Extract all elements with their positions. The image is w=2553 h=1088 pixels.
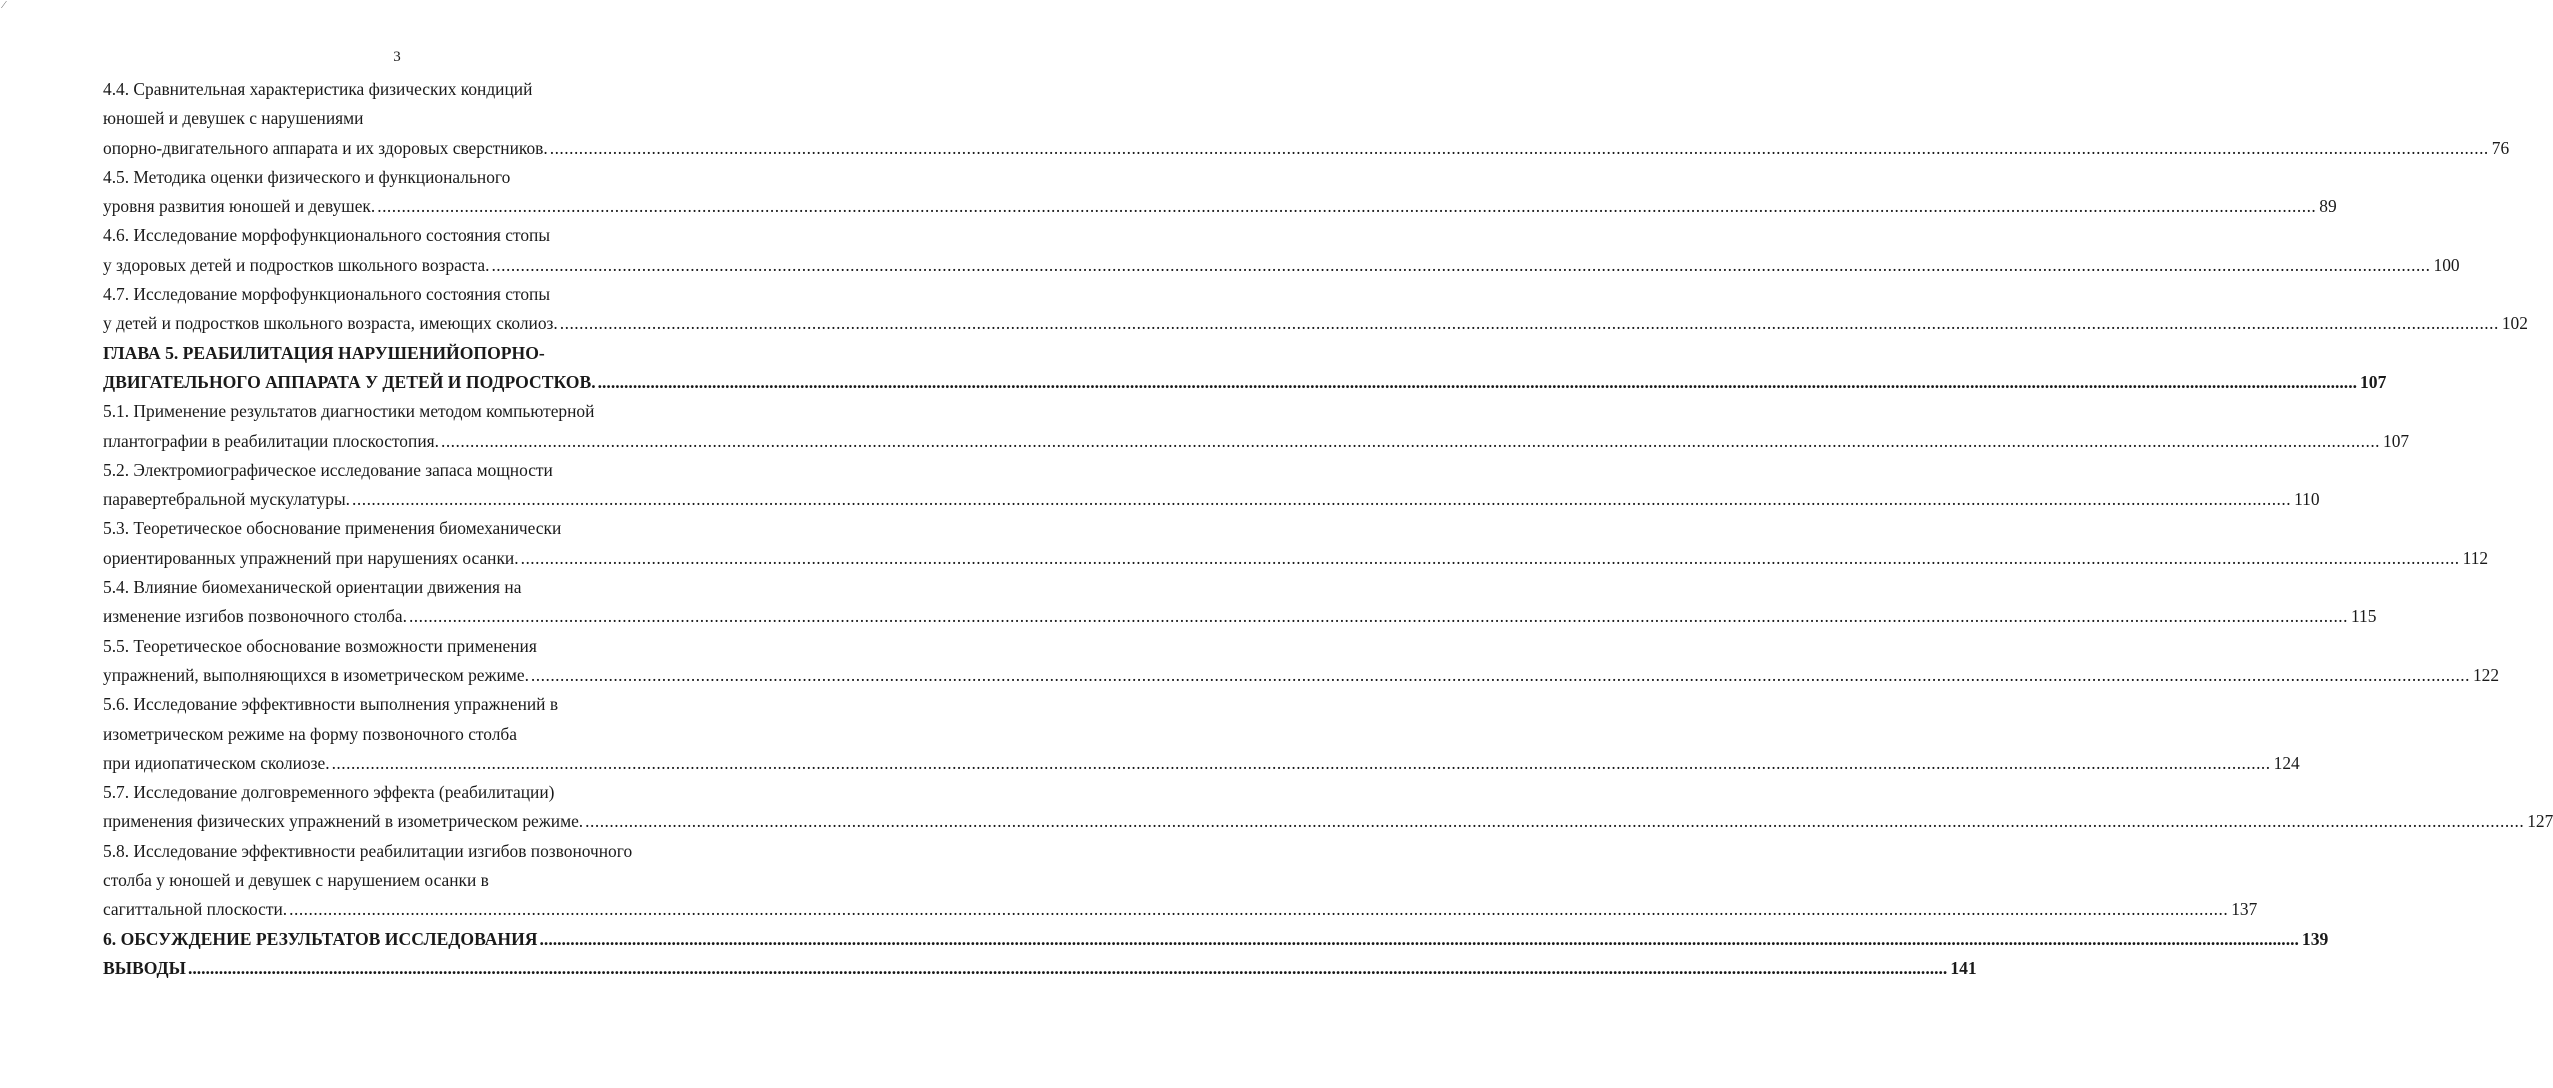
- toc-line: [103, 341, 729, 370]
- toc-entry-text: ДВИГАТЕЛЬНОГО АППАРАТА У ДЕТЕЙ И ПОДРОСТКОВ.: [103, 371, 596, 392]
- toc-page-number: 137: [2231, 899, 2258, 920]
- toc-page-number: 139: [2301, 928, 2329, 949]
- toc-line: [103, 634, 729, 663]
- toc-line: [103, 809, 2553, 838]
- toc-line: [103, 780, 729, 809]
- toc-page-number: 110: [2294, 489, 2320, 510]
- toc-line: [103, 897, 2258, 926]
- toc-entry-text: применения физических упражнений в изометрическом режиме.: [103, 811, 584, 832]
- toc-line: [103, 429, 2410, 458]
- toc-entry-text: ВЫВОДЫ: [103, 957, 186, 978]
- dot-leader: ................................................................................................................................................................................................................................................................................................................................................................................................................: [491, 254, 2431, 275]
- toc-line: [103, 282, 729, 311]
- toc-line: [103, 458, 729, 487]
- toc-entry-text: 5.2. Электромиографическое исследование запаса мощности: [103, 459, 553, 480]
- dot-leader: ................................................................................................................................................................................................................................................................................................................................................................................................................: [440, 430, 2381, 451]
- toc-line: [103, 868, 729, 897]
- dot-leader: ................................................................................................................................................................................................................................................................................................................................................................................................................: [331, 752, 2271, 773]
- scan-corner-mark: ⁄: [3, 0, 5, 11]
- toc-page-number: 89: [2319, 196, 2337, 217]
- toc-entry-text: изометрическом режиме на форму позвоночного столба: [103, 723, 518, 744]
- toc-entry-text: столба у юношей и девушек с нарушением осанки в: [103, 870, 489, 891]
- toc-entry-text: 5.5. Теоретическое обоснование возможности применения: [103, 635, 537, 656]
- toc-entry-text: ориентированных упражнений при нарушениях осанки.: [103, 547, 519, 568]
- toc-line: [103, 839, 729, 868]
- toc-entry-text: упражнений, выполняющихся в изометрическом режиме.: [103, 664, 529, 685]
- dot-leader: ................................................................................................................................................................................................................................................................................................................................................................................................................: [539, 928, 2299, 949]
- dot-leader: ................................................................................................................................................................................................................................................................................................................................................................................................................: [585, 811, 2525, 832]
- toc-entry-text: плантографии в реабилитации плоскостопия.: [103, 430, 439, 451]
- toc-page-number: 124: [2273, 752, 2300, 773]
- toc-page-number: 112: [2462, 547, 2489, 568]
- toc-line: [103, 663, 2500, 692]
- toc-page-number: 107: [2383, 430, 2410, 451]
- toc-line: [103, 165, 729, 194]
- table-of-contents: [103, 77, 2553, 985]
- toc-entry-text: 4.7. Исследование морфофункционального состояния стопы: [103, 284, 551, 305]
- toc-line: [103, 722, 729, 751]
- toc-entry-text: у детей и подростков школьного возраста, имеющих сколиоз.: [103, 313, 558, 334]
- toc-line: [103, 516, 729, 545]
- dot-leader: ................................................................................................................................................................................................................................................................................................................................................................................................................: [597, 371, 2357, 392]
- dot-leader: ................................................................................................................................................................................................................................................................................................................................................................................................................: [559, 313, 2499, 334]
- toc-entry-text: изменение изгибов позвоночного столба.: [103, 606, 407, 627]
- toc-entry-text: 5.4. Влияние биомеханической ориентации движения на: [103, 577, 522, 598]
- toc-line: [103, 311, 2528, 340]
- dot-leader: ................................................................................................................................................................................................................................................................................................................................................................................................................: [352, 489, 2292, 510]
- toc-line: [103, 575, 729, 604]
- toc-page-number: 115: [2351, 606, 2377, 627]
- toc-line: [103, 546, 2489, 575]
- dot-leader: ................................................................................................................................................................................................................................................................................................................................................................................................................: [187, 957, 1948, 978]
- toc-entry-text: при идиопатическом сколиозе.: [103, 752, 330, 773]
- toc-entry-text: 5.7. Исследование долговременного эффекта (реабилитации): [103, 782, 555, 803]
- toc-line: [103, 77, 729, 106]
- toc-entry-text: сагиттальной плоскости.: [103, 899, 288, 920]
- toc-page-number: 107: [2360, 371, 2387, 392]
- dot-leader: ................................................................................................................................................................................................................................................................................................................................................................................................................: [377, 196, 2317, 217]
- toc-page-number: 127: [2527, 811, 2553, 832]
- toc-entry-text: 5.8. Исследование эффективности реабилитации изгибов позвоночного: [103, 840, 633, 861]
- toc-entry-text: 4.4. Сравнительная характеристика физических кондиций: [103, 79, 533, 99]
- toc-line: [103, 487, 2320, 516]
- toc-page-number: 102: [2501, 313, 2528, 334]
- page-number: 3: [393, 49, 401, 65]
- dot-leader: ................................................................................................................................................................................................................................................................................................................................................................................................................: [520, 547, 2460, 568]
- toc-line: [103, 692, 729, 721]
- toc-entry-text: 4.6. Исследование морфофункционального состояния стопы: [103, 225, 551, 246]
- toc-page-number: 141: [1950, 957, 1977, 978]
- toc-entry-text: 4.5. Методика оценки физического и функционального: [103, 166, 511, 187]
- toc-entry-text: юношей и девушек с нарушениями: [103, 108, 364, 129]
- toc-entry-text: 5.1. Применение результатов диагностики методом компьютерной: [103, 401, 595, 422]
- toc-line: [103, 604, 2377, 633]
- toc-line: [103, 194, 2337, 223]
- dot-leader: ................................................................................................................................................................................................................................................................................................................................................................................................................: [549, 137, 2489, 158]
- toc-line: [103, 927, 2329, 956]
- toc-page-number: 76: [2491, 137, 2510, 158]
- toc-entry-text: 6. ОБСУЖДЕНИЕ РЕЗУЛЬТАТОВ ИССЛЕДОВАНИЯ: [103, 928, 538, 949]
- dot-leader: ................................................................................................................................................................................................................................................................................................................................................................................................................: [289, 899, 2229, 920]
- toc-line: [103, 751, 2300, 780]
- toc-entry-text: уровня развития юношей и девушек.: [103, 196, 376, 217]
- toc-entry-text: опорно-двигательного аппарата и их здоровых сверстников.: [103, 137, 548, 158]
- toc-entry-text: ГЛАВА 5. РЕАБИЛИТАЦИЯ НАРУШЕНИЙОПОРНО-: [103, 342, 545, 363]
- toc-page-number: 122: [2472, 664, 2500, 685]
- toc-line: [103, 136, 2510, 165]
- dot-leader: ................................................................................................................................................................................................................................................................................................................................................................................................................: [530, 664, 2470, 685]
- toc-line: [103, 399, 729, 428]
- toc-line: [103, 370, 2387, 399]
- toc-entry-text: у здоровых детей и подростков школьного возраста.: [103, 254, 490, 275]
- toc-entry-text: паравертебральной мускулатуры.: [103, 489, 351, 510]
- toc-line: [103, 223, 729, 252]
- toc-entry-text: 5.6. Исследование эффективности выполнения упражнений в: [103, 694, 559, 715]
- toc-line: [103, 956, 1977, 985]
- toc-page-number: 100: [2433, 254, 2460, 275]
- toc-line: [103, 106, 729, 135]
- toc-line: [103, 253, 2460, 282]
- toc-entry-text: 5.3. Теоретическое обоснование применения биомеханически: [103, 518, 562, 539]
- dot-leader: ................................................................................................................................................................................................................................................................................................................................................................................................................: [408, 606, 2348, 627]
